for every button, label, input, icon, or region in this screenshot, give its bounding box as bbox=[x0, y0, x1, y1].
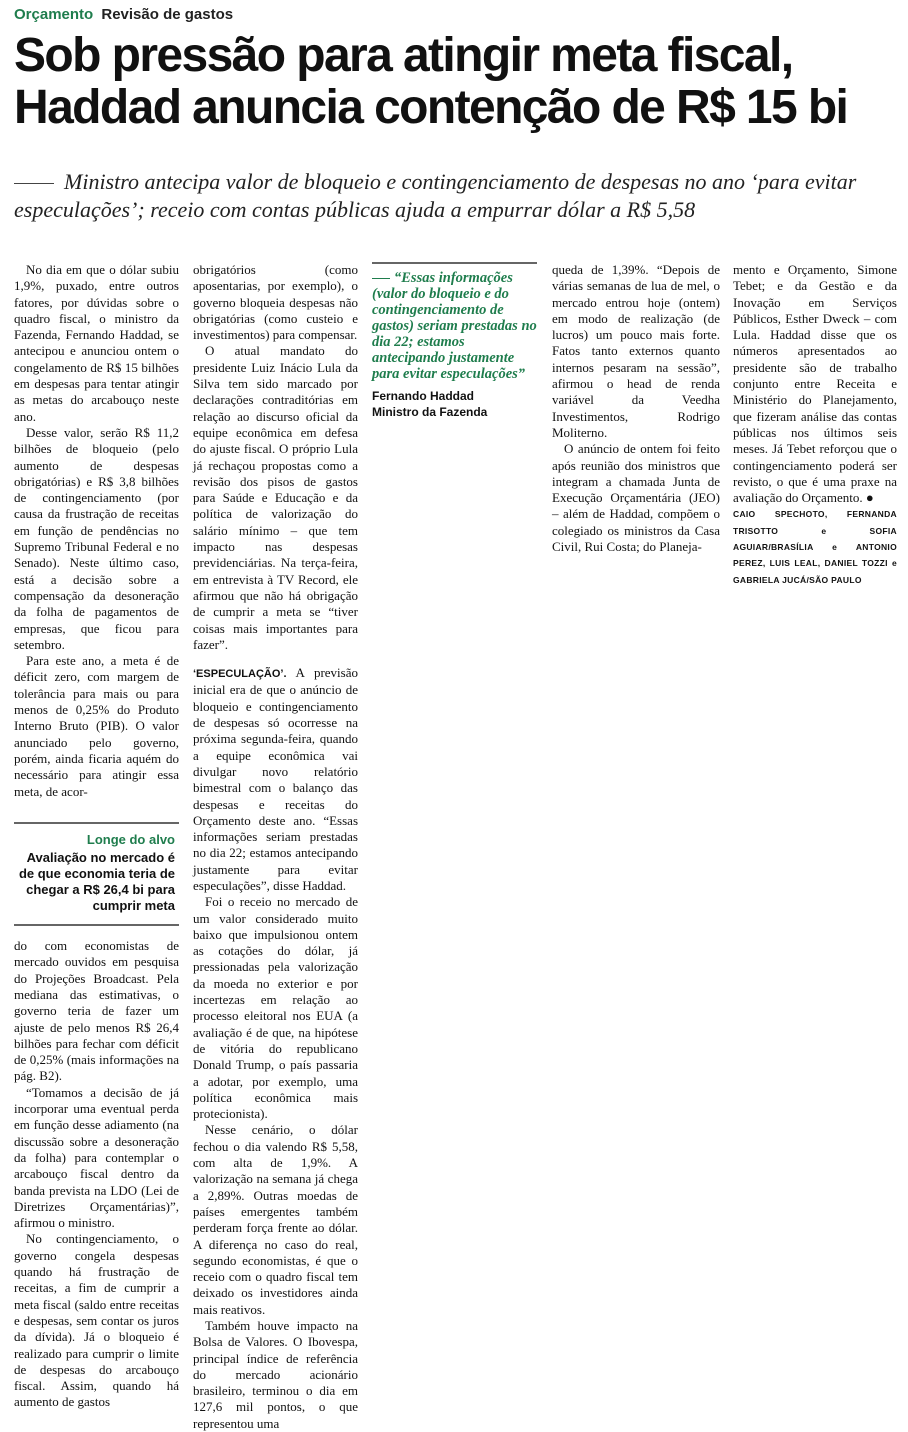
column-1 bbox=[14, 262, 179, 1411]
headline: Sob pressão para atingir meta fiscal, Haddad anuncia contenção de R$ 15 bi bbox=[14, 29, 848, 134]
infobox-text: Avaliação no mercado é de que economia teria de chegar a R$ 26,4 bi para cumprir meta bbox=[18, 850, 175, 914]
paragraph: No contingenciamento, o governo congela despesas quando há frustração de receitas, a fim de cumprir a meta fiscal (saldo entre receitas e despesas, sem contar os juros da dívida). Já o bloqueio é realizado para cumprir o limite de despesas do arcabouço fiscal. Assim, quando há aumento de gastos bbox=[14, 1231, 179, 1410]
paragraph: O atual mandato do presidente Luiz Inácio Lula da Silva tem sido marcado por declarações contraditórias em relação ao discurso oficial da equipe econômica em defesa do ajuste fiscal. O próprio Lula já rechaçou propostas como a revisão dos pisos de gastos para Saúde e Educação e da política de valorização do salário mínimo – que tem impacto nas despesas previdenciárias. Na terça-feira, em entrevista à TV Record, ele afirmou que não há obrigação de cumprir a meta se “tiver coisas mais importantes para fazer”. bbox=[193, 343, 358, 652]
quote-text: “Essas informações (valor do bloqueio e do contingenciamento de gastos) seriam prestadas no dia 22; estamos antecipando justamente para evitar especulações” bbox=[372, 270, 537, 382]
paragraph: Também houve impacto na Bolsa de Valores. O Ibovespa, principal índice de referência do mercado acionário brasileiro, terminou o dia em 127,6 mil pontos, o que representou uma bbox=[193, 1318, 358, 1431]
paragraph: do com economistas de mercado ouvidos em pesquisa do Projeções Broadcast. Pela mediana das estimativas, o governo teria de fazer um ajuste de pelo menos R$ 26,4 bilhões para fechar com déficit de 0,25% (mais informações na pág. B2). bbox=[14, 938, 179, 1084]
column-4 bbox=[552, 262, 720, 555]
paragraph: “Tomamos a decisão de já incorporar uma eventual perda em função desse adiamento (na discussão sobre a desoneração da folha) para contemplar o arcabouço fiscal dentro da banda prevista na LDO (Lei de Diretrizes Orçamentárias)”, afirmou o ministro. bbox=[14, 1084, 179, 1231]
pull-quote bbox=[372, 262, 537, 382]
paragraph: No dia em que o dólar subiu 1,9%, puxado, entre outros fatores, por dúvidas sobre o quadro fiscal, o ministro da Fazenda, Fernando Haddad, se antecipou e anunciou ontem o congelamento de R$ 15 bilhões em despesas para tentar atingir as metas do arcabouço neste ano. bbox=[14, 262, 179, 424]
paragraph: O anúncio de ontem foi feito após reunião dos ministros que integram a chamada Junta de Execução Orçamentária (JEO) – além de Haddad, compõem o colegiado os ministros da Casa Civil, Rui Costa; do Planeja- bbox=[552, 441, 720, 555]
quote-role: Ministro da Fazenda bbox=[372, 405, 488, 420]
dek-text: Ministro antecipa valor de bloqueio e contingenciamento de despesas no ano ‘para evitar especulações’; receio com contas públicas ajuda a empurrar dólar a R$ 5,58 bbox=[14, 169, 857, 222]
dek bbox=[14, 168, 894, 224]
quote-author: Fernando Haddad bbox=[372, 389, 475, 403]
intertitle: ‘ESPECULAÇÃO’. bbox=[193, 668, 287, 681]
byline: CAIO SPECHOTO, FERNANDA TRISOTTO e SOFIA AGUIAR/BRASÍLIA e ANTONIO PEREZ, LUIS LEAL, DANIEL TOZZI e GABRIELA JUCÁ/SÃO PAULO bbox=[733, 509, 897, 585]
paragraph: Foi o receio no mercado de um valor considerado muito baixo que impulsionou ontem as cotações do dólar, já pressionadas pela valorização da moeda no exterior e por incertezas em relação ao processo eleitoral nos EUA (a avaliação é de que, na hipótese de vitória do republicano Donald Trump, o país passaria a adotar, por exemplo, uma política econômica mais protecionista). bbox=[193, 894, 358, 1122]
dek-rule bbox=[14, 183, 54, 184]
column-5 bbox=[733, 262, 897, 588]
infobox-label: Longe do alvo bbox=[86, 831, 175, 847]
paragraph bbox=[193, 665, 358, 894]
paragraph: mento e Orçamento, Simone Tebet; e da Gestão e da Inovação em Serviços Públicos, Esther Dweck – com Lula. Haddad disse que os números apresentados ao presidente são de trabalho conjunto entre Receita e Ministério do Planejamento, que fizeram análise das contas públicas nos últimos seis meses. Já Tebet reforçou que o contingenciamento poderá ser revisto, o que é uma praxe na avaliação do Orçamento. ● bbox=[733, 262, 897, 506]
quote-rule bbox=[372, 278, 390, 279]
paragraph-text: A previsão inicial era de que o anúncio de bloqueio e contingenciamento de despesas só ocorresse na próxima segunda-feira, quando a equipe econômica vai divulgar novo relatório bimestral com o balanço das despesas e receitas do Orçamento deste ano. “Essas informações seriam prestadas no dia 22; estamos antecipando justamente para evitar especulações”, disse Haddad. bbox=[193, 665, 358, 893]
infobox bbox=[14, 822, 179, 926]
section-label: Orçamento bbox=[14, 6, 94, 23]
paragraph: obrigatórios (como aposentarias, por exemplo), o governo bloqueia despesas não obrigatórias (como custeio e investimentos) para compensar. bbox=[193, 262, 358, 343]
column-3-pullquote bbox=[372, 262, 537, 421]
paragraph: Nesse cenário, o dólar fechou o dia valendo R$ 5,58, com alta de 1,9%. A valorização na semana já chega a 2,89%. Outras moedas de países emergentes também perderam força frente ao dólar. A diferença no caso do real, segundo economistas, é que o receio com o quadro fiscal tem deixado os investidores ainda mais reativos. bbox=[193, 1122, 358, 1317]
section-kicker bbox=[14, 6, 233, 23]
paragraph: Desse valor, serão R$ 11,2 bilhões de bloqueio (pelo aumento de despesas obrigatórias) e R$ 3,8 bilhões de contingenciamento (por causa da frustração de receitas em função de pendências no Supremo Tribunal Federal e no Senado). Neste último caso, está a decisão sobre a compensação da desoneração da folha de pagamentos de empresas, que ficou para setembro. bbox=[14, 424, 179, 652]
paragraph: Para este ano, a meta é de déficit zero, com margem de tolerância para mais ou para menos de 0,25% do Produto Interno Bruto (PIB). O valor anunciado pelo governo, porém, ainda ficaria aquém do necessário para atingir essa meta, de acor- bbox=[14, 653, 179, 799]
paragraph: queda de 1,39%. “Depois de várias semanas de lua de mel, o mercado entrou hoje (ontem) em modo de realização (de lucros) um pouco mais forte. Fatos tanto externos quanto internos pesaram na sessão”, afirmou o head de renda variável da Veedha Investimentos, Rodrigo Moliterno. bbox=[552, 262, 720, 440]
topic-label: Revisão de gastos bbox=[101, 6, 234, 23]
column-2 bbox=[193, 262, 358, 1432]
